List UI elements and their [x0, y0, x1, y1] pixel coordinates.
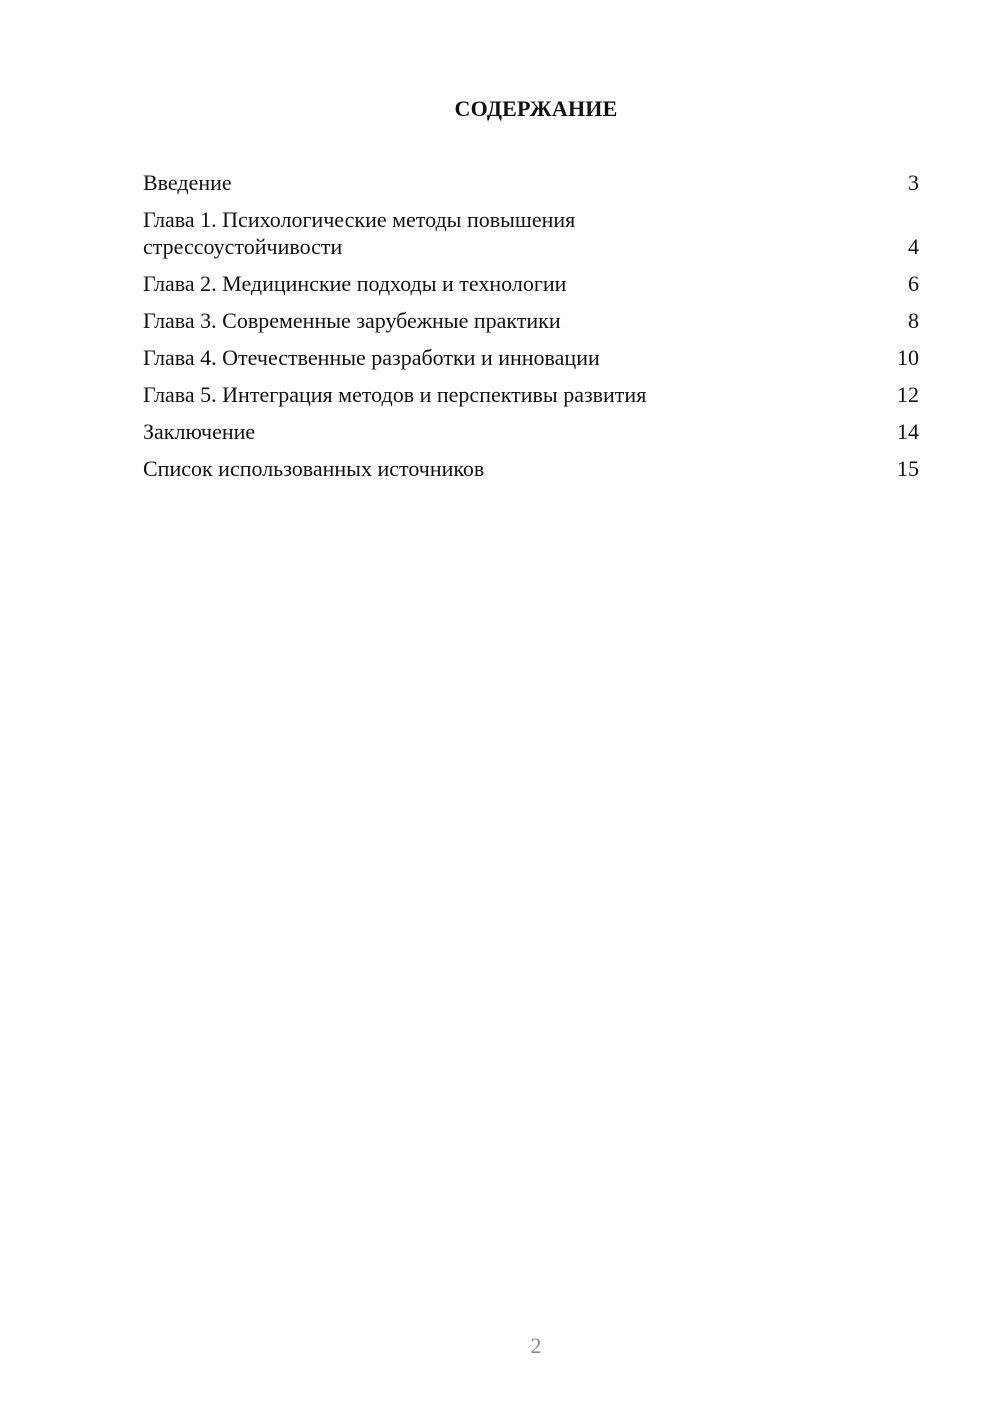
page-title: СОДЕРЖАНИЕ [454, 96, 618, 121]
toc-item-page: 8 [908, 308, 919, 333]
toc-item-chapter-1 [143, 206, 919, 260]
toc-item-page: 10 [897, 345, 919, 370]
toc-item-label: Заключение [143, 419, 256, 444]
toc-item-page: 6 [908, 271, 919, 296]
toc-item-label: Введение [143, 170, 232, 195]
toc-item-page: 12 [897, 382, 919, 407]
toc-item-conclusion [143, 418, 919, 445]
toc-item-references [143, 455, 919, 482]
toc-item-chapter-5 [143, 381, 919, 408]
toc-item-label: Глава 4. Отечественные разработки и инновации [143, 345, 600, 370]
toc-item-chapter-2 [143, 270, 919, 297]
toc-item-label: Глава 1. Психологические методы повышения стрессоустойчивости [143, 207, 576, 259]
toc-item-chapter-3 [143, 307, 919, 334]
page-number: 2 [530, 1333, 542, 1358]
toc-item-page: 15 [897, 456, 919, 481]
toc-item-label: Список использованных источников [143, 456, 485, 481]
toc-item-chapter-4 [143, 344, 919, 371]
toc-item-page: 3 [908, 170, 919, 195]
table-of-contents [143, 169, 919, 492]
toc-item-page: 14 [897, 419, 919, 444]
toc-item-label: Глава 2. Медицинские подходы и технологии [143, 271, 567, 296]
toc-item-introduction [143, 169, 919, 196]
toc-item-page: 4 [908, 234, 919, 259]
toc-item-label: Глава 3. Современные зарубежные практики [143, 308, 561, 333]
toc-item-label: Глава 5. Интеграция методов и перспективы развития [143, 382, 647, 407]
